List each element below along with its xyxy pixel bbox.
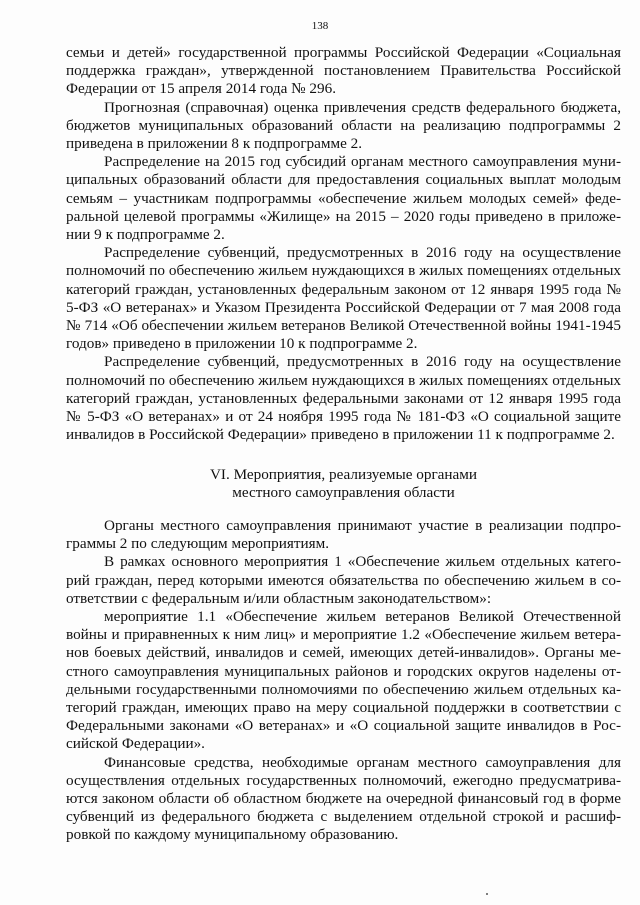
page-number: 138 [311, 20, 329, 32]
body-text-top [66, 44, 621, 444]
paragraph-main-activity: В рамках основного мероприятия 1 «Обеспечение жильем отдельных категорий граждан, перед которыми имеются обязательства по обеспечению жильем в соответствии с федеральным и/или областным законодательством»: [66, 553, 621, 607]
paragraph-local-participation: Органы местного самоуправления принимают участие в реализации подпрограммы 2 по следующим мероприятиям. [66, 517, 621, 553]
paragraph-continuation: семьи и детей» государственной программы Российской Федерации «Социальная поддержка граждан», утвержденной постановлением Правительства Российской Федерации от 15 апреля 2014 года № 296. [66, 44, 621, 98]
section-heading-line1: VI. Мероприятия, реализуемые органами [209, 466, 478, 483]
scan-speck [486, 893, 488, 895]
paragraph-subventions-disabled: Распределение субвенций, предусмотренных в 2016 году на осуществление полномочий по обеспечению жильем нуждающихся в жилых помещениях отдельных категорий граждан, установленных федеральными законами от 12 января 1995 года № 5-ФЗ «О ветеранах» и от 24 ноября 1995 года № 181-ФЗ «О социальной защите инвалидов в Российской Федерации» приведено в приложении 11 к подпрограмме 2. [66, 353, 621, 444]
section-heading-line2: местного самоуправления области [232, 484, 455, 502]
paragraph-budget-estimate: Прогнозная (справочная) оценка привлечения средств федерального бюджета, бюджетов муниципальных образований области на реализацию подпрограммы 2 приведена в приложении 8 к подпрограмме 2. [66, 98, 621, 153]
body-text-bottom [66, 517, 621, 845]
paragraph-subsidies-2015: Распределение на 2015 год субсидий органам местного самоуправления муниципальных образований области для предоставления социальных выплат молодым семьям – участникам подпрограммы «обеспечение жильем молодых семей» федеральной целевой программы «Жилище» на 2015 – 2020 годы приведено в приложении 9 к подпрограмме 2. [66, 153, 621, 244]
paragraph-subventions-veterans: Распределение субвенций, предусмотренных в 2016 году на осуществление полномочий по обеспечению жильем нуждающихся в жилых помещениях отдельных категорий граждан, установленных федеральным законом от 12 января 1995 года № 5-ФЗ «О ветеранах» и Указом Президента Российской Федерации от 7 мая 2008 года № 714 «Об обеспечении жильем ветеранов Великой Отечественной войны 1941-1945 годов» приведено в приложении 10 к подпрограмме 2. [66, 244, 621, 353]
paragraph-activity-1-1: мероприятие 1.1 «Обеспечение жильем ветеранов Великой Отечественной войны и приравненных к ним лиц» и мероприятие 1.2 «Обеспечение жильем ветеранов боевых действий, инвалидов и семей, имеющих детей-инвалидов». Органы местного самоуправления муниципальных районов и городских округов наделены отдельными государственными полномочиями по обеспечению жильем отдельных категорий граждан, имеющих право на меру социальной поддержки в соответствии с Федеральными законами «О ветеранах» и «О социальной защите инвалидов в Российской Федерации». [66, 608, 621, 753]
paragraph-financing: Финансовые средства, необходимые органам местного самоуправления для осуществления отдельных государственных полномочий, ежегодно предусматриваются законом области об областном бюджете на очередной финансовый год в форме субвенций из федерального бюджета с выделением отдельной строкой и расшифровкой по каждому муниципальному образованию. [66, 753, 621, 844]
section-heading [66, 466, 621, 502]
